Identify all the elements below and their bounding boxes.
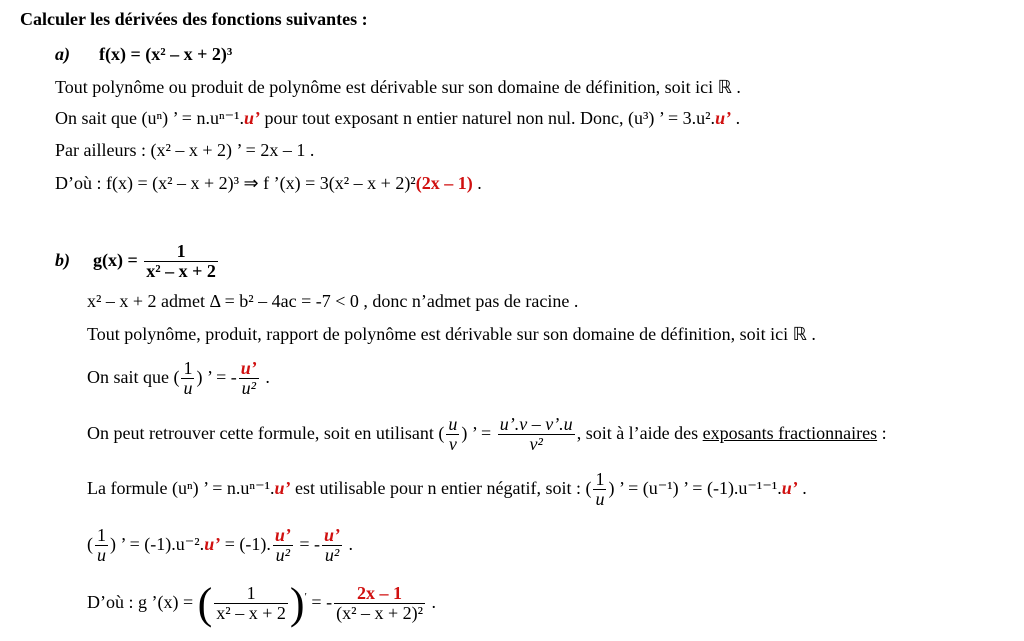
close-paren: ) — [289, 578, 305, 628]
frac-num: u’ — [240, 358, 257, 379]
inverse-rule-intro: On sait que — [87, 367, 169, 387]
frac-num: 1 — [214, 584, 288, 604]
frac-den: u² — [324, 545, 340, 566]
part-b-line-6: ( $\frac{1}{u}$ ) ’ = (-1).u⁻².u’ = (-1). $\frac{u’}{\text{u²}}$ = - $\frac{u’}{\text{u²}}$ . — [87, 525, 354, 566]
part-a-line-2 — [55, 107, 740, 129]
part-b-line-4: On peut retrouver cette formule, soit en utilisant ( $\frac{u}{v}$ ) ’ = $\frac{u’.v - v’.u}{\text{v²}}$ , soit à l’aide des exposants fractionnaires : — [87, 414, 887, 455]
derivation-text: ) ’ = (-1).u⁻². — [110, 534, 205, 554]
derivation-text-2: = (-1). — [220, 534, 271, 554]
frac-num: 1 — [183, 358, 193, 379]
one-over-u — [181, 359, 194, 398]
g-fraction — [144, 242, 218, 281]
fractional-exponents-link[interactable]: exposants fractionnaires — [702, 423, 878, 443]
g-denominator: x² – x + 2 — [146, 261, 216, 282]
line-end: . — [472, 173, 482, 193]
part-b-label: b) — [55, 250, 70, 270]
frac-num: u’.v – v’.u — [499, 414, 573, 435]
g-derivative-lhs: D’où : g ’(x) = — [87, 592, 194, 612]
part-b-header — [55, 238, 220, 282]
g-numerator: 1 — [144, 242, 218, 262]
g-lhs: g(x) = — [93, 250, 138, 270]
frac-num: 1 — [97, 525, 106, 546]
line-end: . — [797, 478, 807, 498]
derivative-factor-red: (2x – 1) — [415, 173, 473, 193]
part-a-line-3: Par ailleurs : (x² – x + 2) ’ = 2x – 1 . — [55, 140, 315, 160]
frac-num: u — [448, 414, 458, 435]
frac-den: u — [183, 378, 193, 399]
part-b-line-3: On sait que ( $\frac{1}{u}$ ) ’ = - $\frac{u’}{\text{u²}}$ . — [87, 358, 270, 399]
g-inner-fraction — [214, 584, 288, 623]
frac-den: u — [97, 545, 106, 566]
g-derivative-eq: = - — [306, 592, 333, 612]
u-prime-over-u2-2 — [273, 526, 293, 565]
negative-power-rule: La formule (uⁿ) ’ = n.uⁿ⁻¹. — [87, 478, 275, 498]
frac-den: u² — [275, 545, 291, 566]
negative-power-result: ) ’ = (u⁻¹) ’ = (-1).u⁻¹⁻¹. — [608, 478, 782, 498]
u-prime-red-2: u’ — [715, 108, 732, 128]
derivation-eq: = - — [294, 534, 321, 554]
part-a-line-4 — [55, 172, 482, 194]
frac-num: 1 — [595, 469, 605, 490]
frac-num: u’ — [324, 525, 341, 546]
frac-den: u² — [241, 378, 256, 399]
u-prime-red-5: u’ — [204, 534, 221, 554]
part-a-line-1: Tout polynôme ou produit de polynôme est dérivable sur son domaine de définition, soit ici ℝ . — [55, 77, 741, 97]
frac-num: 2x – 1 — [334, 584, 425, 604]
line-end: . — [731, 108, 741, 128]
u-prime-red-4: u’ — [781, 478, 798, 498]
negative-power-text: est utilisable pour n entier négatif, soit : — [290, 478, 581, 498]
part-b-line-2: Tout polynôme, produit, rapport de polynôme est dérivable sur son domaine de définition, soit ici ℝ . — [87, 324, 816, 344]
line-end: . — [427, 592, 437, 612]
frac-den: v — [448, 434, 457, 455]
one-over-u-3 — [95, 526, 108, 565]
u-prime-over-u2-3 — [322, 526, 342, 565]
u-prime-red: u’ — [244, 108, 261, 128]
line-end: : — [877, 423, 887, 443]
frac-den: v² — [529, 434, 543, 455]
u-prime-red-3: u’ — [274, 478, 291, 498]
quotient-rule-fraction — [498, 415, 575, 454]
part-a-function: f(x) = (x² – x + 2)³ — [99, 44, 233, 64]
exercise-heading: Calculer les dérivées des fonctions suivantes : — [20, 9, 368, 29]
f-derivative-text: D’où : f(x) = (x² – x + 2)³ ⇒ f ’(x) = 3(x² – x + 2)² — [55, 173, 416, 193]
frac-den: (x² – x + 2)² — [336, 603, 424, 624]
power-rule-text-2: pour tout exposant n entier naturel non nul. Donc, (u³) ’ = 3.u². — [260, 108, 716, 128]
quotient-rule-text: , soit à l’aide des — [576, 423, 699, 443]
part-b-line-7 — [87, 578, 437, 628]
part-a-header — [55, 43, 232, 65]
part-b-line-5: La formule (uⁿ) ’ = n.uⁿ⁻¹.u’ est utilisable pour n entier négatif, soit : ( $\frac{1}{u}$ ) ’ = (u⁻¹) ’ = (-1).u⁻¹⁻¹.u’ . — [87, 469, 807, 510]
frac-den: x² – x + 2 — [216, 603, 286, 624]
u-prime-over-u2 — [239, 359, 259, 398]
power-rule-text: On sait que (uⁿ) ’ = n.uⁿ⁻¹. — [55, 108, 245, 128]
part-b-line-1: x² – x + 2 admet Δ = b² – 4ac = -7 < 0 , donc n’admet pas de racine . — [87, 291, 579, 311]
prime-mark: ′ — [304, 591, 307, 603]
open-paren: ( — [197, 578, 213, 628]
frac-num: u’ — [274, 525, 291, 546]
part-a-label: a) — [55, 44, 70, 64]
frac-den: u — [595, 489, 605, 510]
one-over-u-2 — [593, 470, 606, 509]
u-over-v — [446, 415, 459, 454]
inverse-rule-mid: ) ’ = - — [196, 367, 237, 387]
quotient-rule-intro: On peut retrouver cette formule, soit en utilisant — [87, 423, 434, 443]
g-derivative-result — [334, 584, 425, 623]
